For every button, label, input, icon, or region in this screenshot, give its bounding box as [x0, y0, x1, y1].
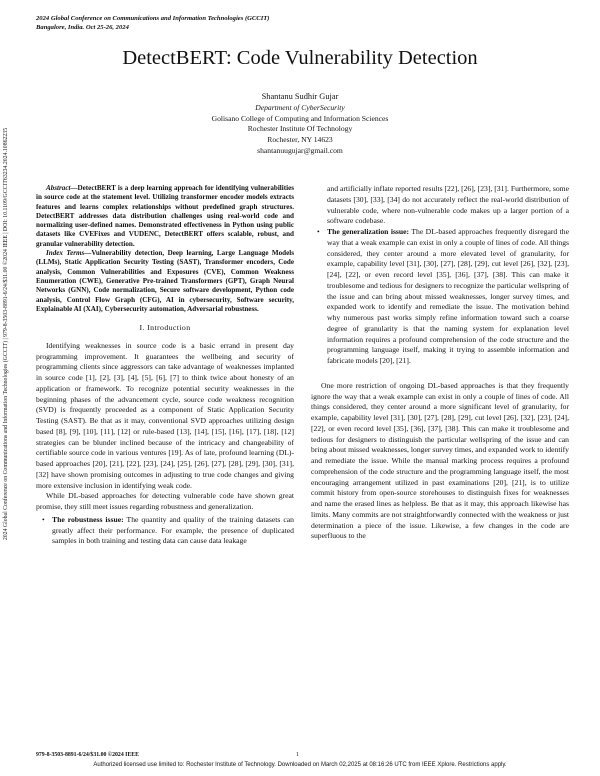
author-college: Golisano College of Computing and Information Sciences: [211, 113, 389, 123]
side-doi-text: 2024 Global Conference on Communications and Information Technologies (GCCIT) | 979-8-3503-8891-6/24/$31.00 ©2024 IEEE | DOI: 10.1109/GCCIT63234.2024.10862235: [3, 127, 9, 541]
author-block: [0, 92, 600, 157]
generalization-text: The DL-based approaches frequently disregard the way that a weak example can exist in only a couple of lines of code. All things considered, they center around a more elevated level of granularity, for example, capability level [31], [30], [27], [28], [29], cut level [26], [32], [23], [24], [22], or even record level [35], [36], [37], [38]. This can make it troublesome and tedious for designers to recognize the particular wellspring of the issue and can bring about missed weaknesses, longer survey times, and expanded work to identify and remediate the issue. The motivation behind why numerous past works simply refine information toward such a coarse degree of granularity is that the naming system for explanation level information requires a profound comprehension of the code structure and the programming language itself, making it trying to assemble information and fabricate models [20], [21].: [327, 227, 569, 365]
list-item-generalization: [327, 227, 569, 367]
page-number: 1: [296, 752, 299, 758]
conference-line-2: Bangalore, India. Oct 25-26, 2024: [36, 24, 129, 31]
abstract-text: DetectBERT is a deep learning approach for identifying vulnerabilities in source code at the statement level. Utilizing transformer encoder models extracts features and learns complex relationships without predefined graph structures. DetectBERT addresses data distribution challenges using real-world code and normalizing user-defined names. Demonstrated effectiveness in Python using public datasets like CVEFixes and VUDENC, DetectBERT offers scalable, robust, and granular vulnerability detection.: [36, 184, 294, 248]
conference-line-1: 2024 Global Conference on Communications and Information Technologies (GCCIT): [36, 15, 270, 22]
author-city: Rochester, NY 14623: [267, 135, 333, 145]
author-email[interactable]: shantanuugujar@gmail.com: [257, 145, 343, 155]
abstract-label: Abstract: [46, 184, 71, 192]
isbn-footer: 979-8-3503-8891-6/24/$31.00 ©2024 IEEE: [36, 752, 140, 758]
list-item-robustness: [52, 515, 294, 547]
robustness-text: The quantity and quality of the training datasets can greatly affect their performance. For example, the presence of duplicated samples in both training and testing data can cause data leakage: [52, 514, 294, 546]
intro-paragraph-3: One more restriction of ongoing DL-based approaches is that they frequently ignore the way that a weak example can exist in only a couple of lines of code. All things considered, they center around a more significant level of granularity, for example, capability level [31], [30], [27], [28], [29], cut level [26], [32], [23], [24], [22], or even record level [35], [36], [37], [38]. This can make it troublesome and tedious for designers to distinguish the particular wellspring of the issue and can bring about missed weaknesses, longer survey times, and expanded work to identify and remediate the issue. While the manual marking process requires a profound comprehension of the code structure and the programming language itself, the most encouraging arrangement utilized in past examinations [20], [21], is to utilize commit history from open-source storehouses to distinguish fixes for weaknesses and name the erased lines as helpless. Be that as it may, this approach likewise has limits. Many commits are not straightforwardly connected with the weakness or just determination a piece of the issue. Likewise, a few changes in the code are superfluous to the: [311, 380, 569, 541]
issue-list-continued: [311, 227, 569, 367]
author-institute: Rochester Institute Of Technology: [247, 124, 353, 134]
robustness-head: The robustness issue:: [52, 514, 124, 524]
author-department: Department of CyberSecurity: [255, 102, 345, 112]
abstract: Abstract—DetectBERT is a deep learning approach for identifying vulnerabilities in source code at the statement level. Utilizing transformer encoder models extracts features and learns complex relationships without predefined graph structures. DetectBERT addresses data distribution challenges using real-world code and normalizing user-defined names. Demonstrated effectiveness in Python using public datasets like CVEFixes and VUDENC, DetectBERT offers scalable, robust, and granular vulnerability detection.: [36, 184, 294, 248]
right-column: [311, 184, 569, 542]
author-name: Shantanu Sudhir Gujar: [261, 92, 339, 101]
robustness-continued: and artificially inflate reported results [22], [26], [23], [31]. Furthermore, some datasets [30], [33], [34] do not accurately reflect the real-world distribution of vulnerable code, where non-vulnerable code makes up a larger portion of a software codebase.: [327, 184, 569, 226]
intro-paragraph-2: While DL-based approaches for detecting vulnerable code have shown great promise, they still meet issues regarding robustness and generalization.: [36, 491, 294, 512]
generalization-head: The generalization issue:: [327, 227, 410, 236]
left-column: [36, 184, 294, 547]
license-footer: Authorized licensed use limited to: Rochester Institute of Technology. Downloaded on March 02,2025 at 08:16:26 UTC from IEEE Xplore. Restrictions apply.: [93, 762, 507, 768]
index-terms: Index Terms—Vulnerability detection, Deep learning, Large Language Models (LLMs), Static Application Security Testing (SAST), Transformer encoders, Code analysis, Common Vulnerabilities and Exposures (CVE), Common Weakness Enumeration (CWE), Generative Pre-trained Transformers (GPT), Graph Neural Networks (GNN), Code normalization, Secure software development, Python code analysis, Control Flow Graph (CFG), AI in cybersecurity, Software security, Explainable AI (XAI), Cybersecurity automation, Adversarial robustness.: [36, 249, 295, 313]
paper-title: DetectBERT: Code Vulnerability Detection: [122, 47, 478, 69]
index-terms-text: Vulnerability detection, Deep learning, Large Language Models (LLMs), Static Application Security Testing (SAST), Transformer encoders, Code analysis, Common Vulnerabilities and Exposures (CVE), Common Weakness Enumeration (CWE), Generative Pre-trained Transformers (GPT), Graph Neural Networks (GNN), Code normalization, Secure software development, Python code analysis, Control Flow Graph (CFG), AI in cybersecurity, Software security, Explainable AI (XAI), Cybersecurity automation, Adversarial robustness.: [36, 249, 295, 313]
section-heading: I. Introduction: [139, 323, 191, 333]
intro-paragraph-1: Identifying weaknesses in source code is a basic errand in present day programming improvement. It guarantees the wellbeing and security of programming clients since aggressors can take advantage of weaknesses implanted in source code [1], [2], [3], [4], [5], [6], [7] to think twice about honesty of an application or framework. To recognize potential security weaknesses in the beginning phases of the advancement cycle, source code weakness recognition (SVD) is frequently proceeded as a component of Static Application Security Testing (SAST). Be that as it may, conventional SVD approaches utilizing design based [8], [9], [10], [11], [12] or rule-based [13], [14], [15], [16], [17], [18], [12] strategies can be blunder inclined because of the intricacy and changeability of certifiable source code in various ventures [19]. As of late, profound learning (DL)-based approaches [20], [21], [22], [23], [24], [25], [26], [27], [28], [29], [30], [31], [32] have shown promising outcomes in adjusting to true code changes and giving more extensive inclusion in identifying weak code.: [36, 340, 294, 490]
issue-list: [36, 515, 294, 547]
side-doi-strip: [2, 104, 14, 564]
conference-header: [36, 14, 270, 32]
index-terms-label: Index Terms: [46, 249, 85, 258]
